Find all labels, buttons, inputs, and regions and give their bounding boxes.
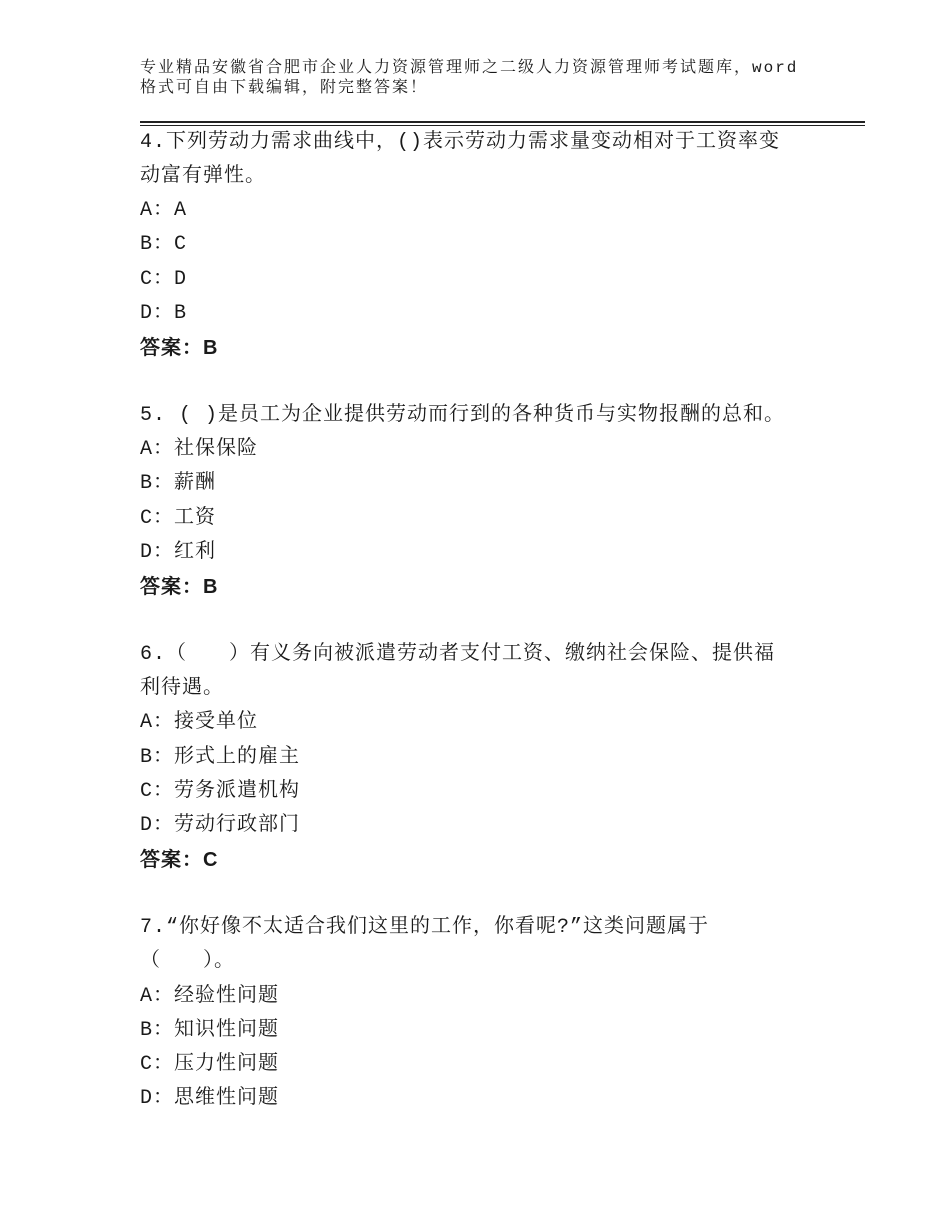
option-d: D：思维性问题 (140, 1086, 280, 1110)
header-line-1: 专业精品安徽省合肥市企业人力资源管理师之二级人力资源管理师考试题库，word (140, 59, 799, 77)
question-stem-line: 4.下列劳动力需求曲线中，()表示劳动力需求量变动相对于工资率变 (140, 131, 781, 154)
option-d: D：红利 (140, 540, 217, 564)
answer-line: 答案：B (140, 575, 219, 598)
answer-line: 答案：C (140, 848, 219, 871)
question-6 (140, 638, 785, 877)
question-stem-line: 7.“你好像不太适合我们这里的工作，你看呢?”这类问题属于 (140, 916, 710, 940)
question-stem-line: （ ）。 (140, 950, 235, 974)
option-d: D：B (140, 301, 188, 325)
question-list (140, 126, 785, 1150)
option-b: B：知识性问题 (140, 1018, 280, 1042)
question-5 (140, 399, 785, 604)
document-header (140, 58, 798, 98)
option-a: A：社保保险 (140, 438, 259, 462)
option-a: A：经验性问题 (140, 984, 280, 1008)
question-4 (140, 126, 785, 365)
question-stem-line: 5. ( )是员工为企业提供劳动而行到的各种货币与实物报酬的总和。 (140, 404, 786, 428)
option-b: B：薪酬 (140, 472, 217, 496)
option-c: C：工资 (140, 506, 217, 530)
header-line-2: 格式可自由下载编辑，附完整答案！ (140, 79, 429, 97)
question-stem-line: 6.（ ）有义务向被派遣劳动者支付工资、缴纳社会保险、提供福 (140, 643, 776, 667)
option-a: A：接受单位 (140, 711, 259, 735)
option-d: D：劳动行政部门 (140, 813, 301, 837)
option-c: C：D (140, 267, 188, 291)
question-stem-line: 动富有弹性。 (140, 165, 266, 189)
option-c: C：压力性问题 (140, 1052, 280, 1076)
option-b: B：C (140, 233, 188, 257)
option-b: B：形式上的雇主 (140, 745, 301, 769)
question-7 (140, 911, 785, 1116)
option-c: C：劳务派遣机构 (140, 779, 301, 803)
question-stem-line: 利待遇。 (140, 677, 224, 701)
option-a: A：A (140, 199, 188, 223)
answer-line: 答案：B (140, 336, 219, 359)
